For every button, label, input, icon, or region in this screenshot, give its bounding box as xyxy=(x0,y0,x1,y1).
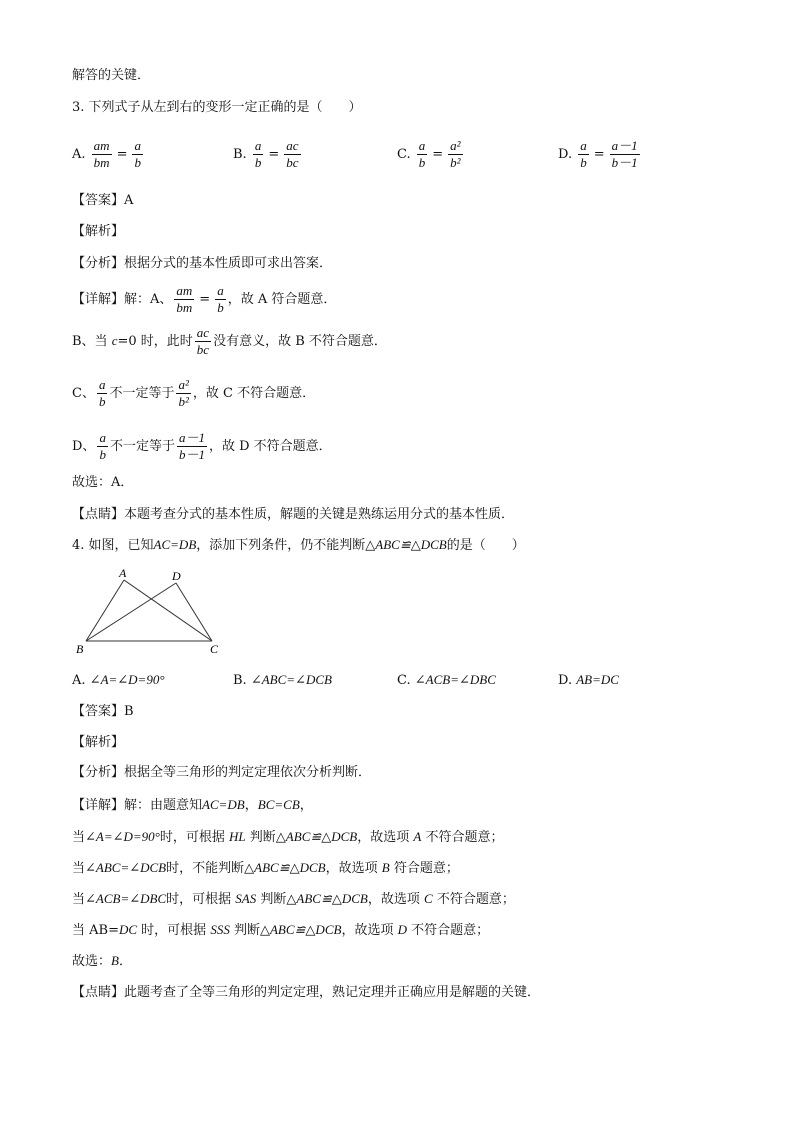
q4-option-a[interactable]: A. ∠A=∠D=90° xyxy=(72,672,165,688)
q3-fenxi: 【分析】根据分式的基本性质即可求出答案． xyxy=(72,256,333,271)
triangle-figure xyxy=(72,564,232,659)
q4-choose: 故选：B． xyxy=(72,953,132,969)
q4-detail-intro: 【详解】解：由题意知AC=DB，BC=CB， xyxy=(72,797,313,813)
q3-option-a[interactable]: A. $\frac{am}{bm}$ = $\frac{a}{b}$ xyxy=(72,138,141,170)
q3-comment: 【点睛】本题考查分式的基本性质，解题的关键是熟练运用分式的基本性质． xyxy=(72,507,515,522)
fraction: $\frac{a}{b}$ xyxy=(134,138,141,170)
label-b: B xyxy=(76,642,84,656)
label-c: C xyxy=(210,642,219,656)
q3-stem: 3. 下列式子从左到右的变形一定正确的是（ ） xyxy=(72,100,362,115)
q3-detail-d: D、 $\frac{a}{b}$ 不一定等于 $\frac{a-1}{b-1}$ ，故 D 不符合题意． xyxy=(72,430,332,462)
fraction: $\frac{a}{b}$ xyxy=(580,138,587,170)
q4-detail-line-a: 当∠A=∠D=90°时，可根据 HL 判断△ABC≌△DCB，故选项 A 不符合题意； xyxy=(72,829,504,845)
fraction: $\frac{a-1}{b-1}$ xyxy=(611,138,638,170)
q4-option-b[interactable]: B. ∠ABC=∠DCB xyxy=(233,672,332,688)
q3-analysis-tag: 【解析】 xyxy=(72,224,125,239)
segment-bd xyxy=(86,583,176,641)
q4-option-c[interactable]: C. ∠ACB=∠DBC xyxy=(397,672,496,688)
intro-line: 解答的关键． xyxy=(72,68,151,83)
fraction: $\frac{\text{a²}}{\text{b²}}$ xyxy=(450,138,461,170)
label-a: A xyxy=(119,566,127,580)
segment-ac xyxy=(124,580,212,641)
q4-detail-line-d: 当 AB=DC 时，可根据 SSS 判断△ABC≌△DCB，故选项 D 不符合题意； xyxy=(72,922,490,938)
q4-answer: 【答案】B xyxy=(72,704,134,719)
q4-detail-line-b: 当∠ABC=∠DCB时，不能判断△ABC≌△DCB，故选项 B 符合题意； xyxy=(72,860,459,876)
q3-detail-b: B、当 c=0 时，此时 $\frac{ac}{bc}$ 没有意义，故 B 不符合题意． xyxy=(72,325,387,357)
q4-analysis-tag: 【解析】 xyxy=(72,735,125,750)
q4-comment: 【点睛】此题考查了全等三角形的判定定理，熟记定理并正确应用是解题的关键． xyxy=(72,985,541,1000)
q3-detail-c: C、 $\frac{a}{b}$ 不一定等于 $\frac{\text{a²}}{\text{b²}}$ ，故 C 不符合题意． xyxy=(72,377,316,409)
q3-option-b[interactable]: B. $\frac{a}{b}$ = $\frac{ac}{bc}$ xyxy=(233,138,299,170)
q3-choose: 故选：A． xyxy=(72,475,134,490)
fraction: $\frac{a}{b}$ xyxy=(418,138,426,170)
fraction: $\frac{am}{bm}$ xyxy=(93,138,110,170)
q3-answer: 【答案】A xyxy=(72,193,134,208)
q3-detail-a: 【详解】解：A、 $\frac{am}{bm}$ = $\frac{a}{b}$ ，故 A 符合题意． xyxy=(72,283,337,315)
segment-dc xyxy=(176,583,212,641)
q4-fenxi: 【分析】根据全等三角形的判定定理依次分析判断． xyxy=(72,765,372,780)
fraction: $\frac{a}{b}$ xyxy=(254,138,262,170)
q3-option-c[interactable]: C. $\frac{a}{b}$ = $\frac{\text{a²}}{\text{b²}}$ xyxy=(397,138,461,170)
label-d: D xyxy=(172,569,181,583)
fraction: $\frac{ac}{bc}$ xyxy=(286,138,299,170)
q3-option-d[interactable]: D. $\frac{a}{b}$ = $\frac{a-1}{b-1}$ xyxy=(558,138,638,170)
segment-ab xyxy=(86,580,124,641)
q4-stem: 4. 如图，已知AC=DB，添加下列条件，仍不能判断△ABC≌△DCB的是（ ） xyxy=(72,537,525,553)
q4-detail-line-c: 当∠ACB=∠DBC时，可根据 SAS 判断△ABC≌△DCB，故选项 C 不符合题意； xyxy=(72,891,515,907)
q4-option-d[interactable]: D. AB=DC xyxy=(558,672,619,688)
